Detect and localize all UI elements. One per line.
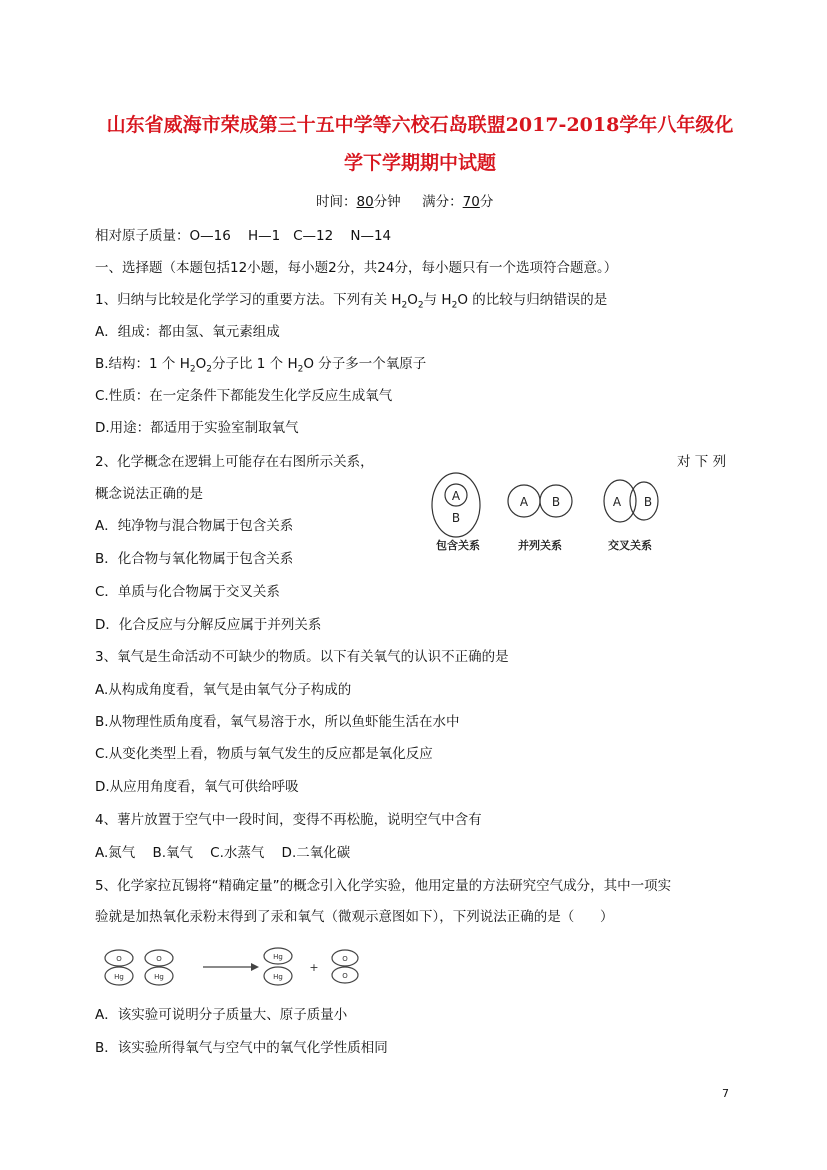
subscript: 2 — [417, 300, 424, 311]
atom-label-o: O — [342, 955, 348, 963]
q5-option-a: A．该实验可说明分子质量大、原子质量小 — [95, 1007, 348, 1023]
q1-option-d: D.用途：都适用于实验室制取氧气 — [95, 420, 299, 436]
atom-label-hg: Hg — [273, 973, 283, 981]
score-value: 70 — [462, 194, 480, 210]
section-heading: 一、选择题（本题包括12小题，每小题2分，共24分，每小题只有一个选项符合题意。） — [95, 260, 618, 276]
parallel-letter-b: B — [551, 495, 561, 509]
atom-label-o: O — [116, 955, 122, 963]
q1-stem-text: O — [407, 292, 418, 308]
time-unit: 分钟 — [373, 194, 401, 210]
q5-stem-line2: 验就是加热氧化汞粉末得到了汞和氧气（微观示意图如下），下列说法正确的是（ ） — [95, 909, 614, 925]
q2-option-a: A．纯净物与混合物属于包含关系 — [95, 518, 294, 534]
atomic-masses: 相对原子质量：O—16 H—1 C—12 N—14 — [95, 228, 392, 244]
q1-b-text: B.结构：1 个 H — [95, 356, 190, 372]
q5-stem-line1: 5、化学家拉瓦锡将“精确定量”的概念引入化学实验，他用定量的方法研究空气成分，其中一项实 — [95, 878, 672, 894]
q1-stem-text: 与 H — [423, 292, 452, 308]
subscript: 2 — [451, 300, 458, 311]
cross-letter-b: B — [643, 495, 653, 509]
reaction-arrow-head — [251, 963, 259, 971]
q1-b-text: O — [195, 356, 207, 372]
q1-option-c: C.性质：在一定条件下都能发生化学反应生成氧气 — [95, 388, 393, 404]
contain-outer-circle — [432, 473, 480, 537]
atom-label-o: O — [342, 972, 348, 980]
q3-stem: 3、氧气是生命活动不可缺少的物质。以下有关氧气的认识不正确的是 — [95, 649, 509, 665]
time-label: 时间： — [316, 194, 357, 210]
q4-stem: 4、薯片放置于空气中一段时间，变得不再松脆，说明空气中含有 — [95, 812, 482, 828]
q2-stem: 2、化学概念在逻辑上可能存在右图所示关系， — [95, 454, 374, 470]
q1-option-b — [95, 354, 426, 380]
subscript: 2 — [189, 364, 196, 375]
q3-option-d: D.从应用角度看，氧气可供给呼吸 — [95, 779, 299, 795]
label-cross: 交叉关系 — [608, 539, 652, 552]
q3-option-b: B.从物理性质角度看，氧气易溶于水，所以鱼虾能生活在水中 — [95, 714, 460, 730]
subscript: 2 — [401, 300, 408, 311]
label-parallel: 并列关系 — [518, 539, 562, 552]
set-relation-diagram — [420, 465, 670, 560]
q2-stem-continued: 概念说法正确的是 — [95, 486, 203, 502]
score-unit: 分 — [479, 194, 494, 210]
q1-stem-text: 1、归纳与比较是化学学习的重要方法。下列有关 H — [95, 292, 402, 308]
q2-option-c: C．单质与化合物属于交叉关系 — [95, 584, 280, 600]
atom-label-o: O — [156, 955, 162, 963]
atom-label-hg: Hg — [114, 973, 124, 981]
parallel-letter-a: A — [519, 495, 529, 509]
exam-title-line1: 山东省威海市荣成第三十五中学等六校石岛联盟2017-2018学年八年级化 — [106, 114, 734, 136]
plus-sign: + — [309, 961, 319, 974]
q3-option-a: A.从构成角度看，氧气是由氧气分子构成的 — [95, 682, 352, 698]
contain-letter-b: B — [451, 511, 461, 525]
contain-letter-a: A — [451, 489, 461, 503]
q1-option-a: A．组成：都由氢、氧元素组成 — [95, 324, 280, 340]
q1-b-text: 分子比 1 个 H — [212, 356, 298, 372]
score-label: 满分： — [422, 194, 463, 210]
subscript: 2 — [297, 364, 304, 375]
exam-title-line2: 学下学期期中试题 — [343, 152, 496, 174]
q2-stem-right: 对 下 列 — [677, 454, 727, 470]
q4-options: A.氮气 B.氧气 C.水蒸气 D.二氧化碳 — [95, 845, 351, 861]
q2-option-b: B．化合物与氧化物属于包含关系 — [95, 551, 294, 567]
q3-option-c: C.从变化类型上看，物质与氧气发生的反应都是氧化反应 — [95, 746, 433, 762]
page-number: 7 — [722, 1087, 729, 1100]
mercury-oxide-reaction-diagram — [95, 945, 375, 989]
exam-info — [316, 192, 493, 212]
subscript: 2 — [206, 364, 212, 375]
atom-label-hg: Hg — [154, 973, 164, 981]
q2-option-d: D．化合反应与分解反应属于并列关系 — [95, 617, 322, 633]
q1-stem-text: O 的比较与归纳错误的是 — [457, 292, 608, 308]
atom-label-hg: Hg — [273, 953, 283, 961]
label-contain: 包含关系 — [436, 539, 480, 552]
q5-option-b: B．该实验所得氧气与空气中的氧气化学性质相同 — [95, 1040, 388, 1056]
q1-b-text: O 分子多一个氧原子 — [303, 356, 427, 372]
q1-stem — [95, 290, 607, 316]
cross-letter-a: A — [612, 495, 622, 509]
time-value: 80 — [356, 194, 374, 210]
